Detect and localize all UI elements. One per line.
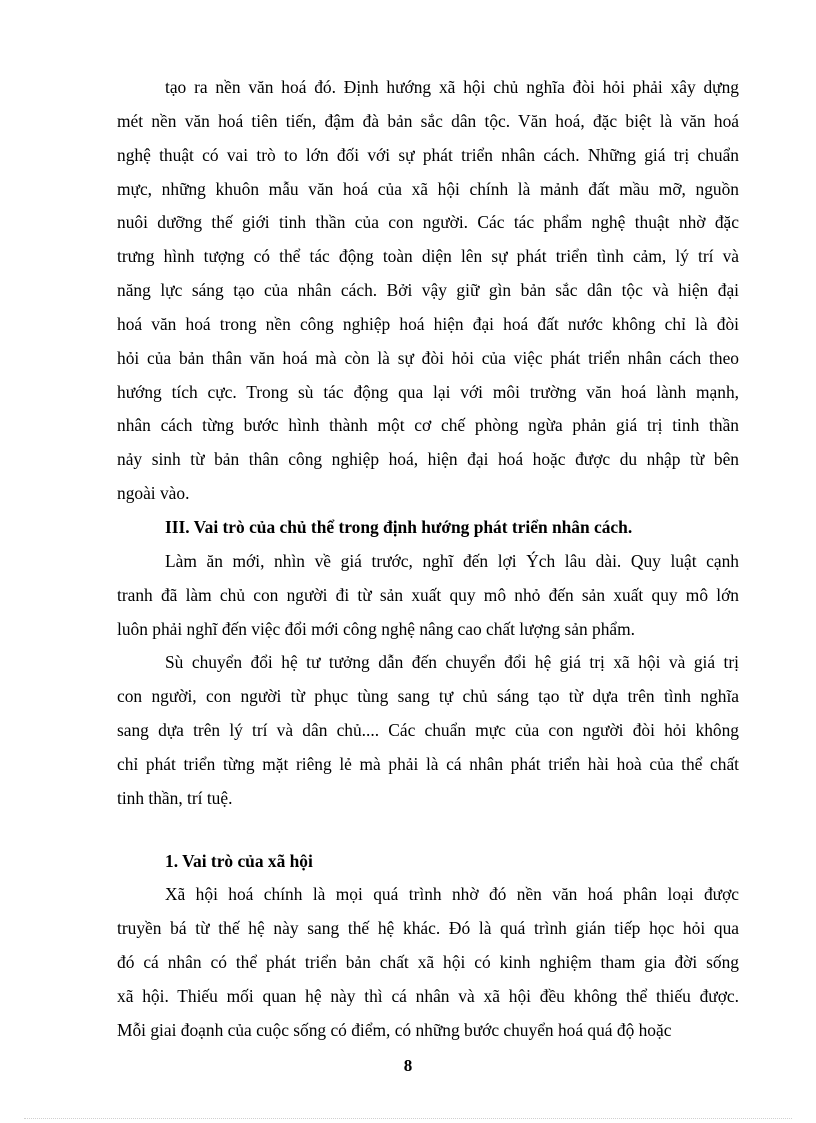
text-line: luôn phải nghĩ đến việc đổi mới công nghệ nâng cao chất lượng sản phẩm. (117, 618, 636, 639)
text-line: năng lực sáng tạo của nhân cách. Bởi vậy giữ gìn bản sắc dân tộc và hiện đại (117, 280, 739, 301)
text-line: Sù chuyển đổi hệ tư tưởng dẫn đến chuyển đổi hệ giá trị xã hội và giá trị (165, 652, 739, 673)
footer-divider (24, 1118, 792, 1119)
text-line: hướng tích cực. Trong sù tác động qua lại với môi trường văn hoá lành mạnh, (117, 381, 739, 402)
text-line: tinh thần, trí tuệ. (117, 787, 233, 808)
text-line: trưng hình tượng có thể tác động toàn diện lên sự phát triển tình cảm, lý trí và (117, 246, 739, 267)
section-heading: III. Vai trò của chủ thể trong định hướng phát triển nhân cách. (165, 516, 633, 537)
text-line: hỏi của bản thân văn hoá mà còn là sự đòi hỏi của việc phát triển nhân cách theo (117, 347, 739, 368)
text-line: xã hội. Thiếu mối quan hệ này thì cá nhân và xã hội đều không thể thiếu được. (117, 985, 739, 1006)
text-line: Mỗi giai đoạnh của cuộc sống có điểm, có những bước chuyển hoá quá độ hoặc (117, 1019, 672, 1040)
paragraph-ideology (117, 646, 739, 815)
text-line: nhân cách từng bước hình thành một cơ chế phòng ngừa phản giá trị tinh thần (117, 415, 739, 436)
subsection-heading: 1. Vai trò của xã hội (165, 850, 313, 871)
text-line: sang dựa trên lý trí và dân chủ.... Các chuẩn mực của con người đòi hỏi không (117, 720, 739, 741)
spacer (117, 816, 739, 845)
text-line: nghệ thuật có vai trò to lớn đối với sự phát triển nhân cách. Những giá trị chuẩn (117, 144, 739, 165)
paragraph-competition (117, 545, 739, 647)
text-line: chỉ phát triển từng mặt riêng lẻ mà phải là cá nhân phát triển hài hoà của thể chất (117, 753, 739, 774)
text-line: nuôi dưỡng thế giới tinh thần của con người. Các tác phẩm nghệ thuật nhờ đặc (117, 212, 739, 233)
text-line: con người, con người từ phục tùng sang tự chủ sáng tạo từ dựa trên tình nghĩa (117, 686, 739, 707)
paragraph-socialization (117, 878, 739, 1047)
text-line: truyền bá từ thế hệ này sang thế hệ khác. Đó là quá trình gián tiếp học hỏi qua (117, 918, 739, 939)
page-number: 8 (403, 1056, 413, 1075)
body-text (117, 71, 739, 1048)
text-line: tạo ra nền văn hoá đó. Định hướng xã hội chủ nghĩa đòi hỏi phải xây dựng (165, 77, 739, 97)
text-line: hoá văn hoá trong nền công nghiệp hoá hiện đại hoá đất nước không chỉ là đòi (117, 313, 739, 334)
text-line: mét nền văn hoá tiên tiến, đậm đà bản sắc dân tộc. Văn hoá, đặc biệt là văn hoá (117, 110, 739, 131)
text-line: tranh đã làm chủ con người đi từ sản xuất quy mô nhỏ đến sản xuất quy mô lớn (117, 584, 739, 605)
paragraph-culture (117, 71, 739, 511)
text-line: mực, những khuôn mẫu văn hoá của xã hội chính là mảnh đất mầu mỡ, nguồn (117, 178, 739, 199)
text-line: Xã hội hoá chính là mọi quá trình nhờ đó nền văn hoá phân loại được (165, 884, 739, 905)
text-line: nảy sinh từ bản thân công nghiệp hoá, hiện đại hoá hoặc được du nhập từ bên (117, 449, 739, 470)
text-line: Làm ăn mới, nhìn về giá trước, nghĩ đến lợi Ých lâu dài. Quy luật cạnh (165, 550, 739, 571)
text-line: đó cá nhân có thể phát triển bản chất xã hội có kinh nghiệm tham gia đời sống (117, 952, 739, 973)
text-line: ngoài vào. (117, 483, 190, 504)
